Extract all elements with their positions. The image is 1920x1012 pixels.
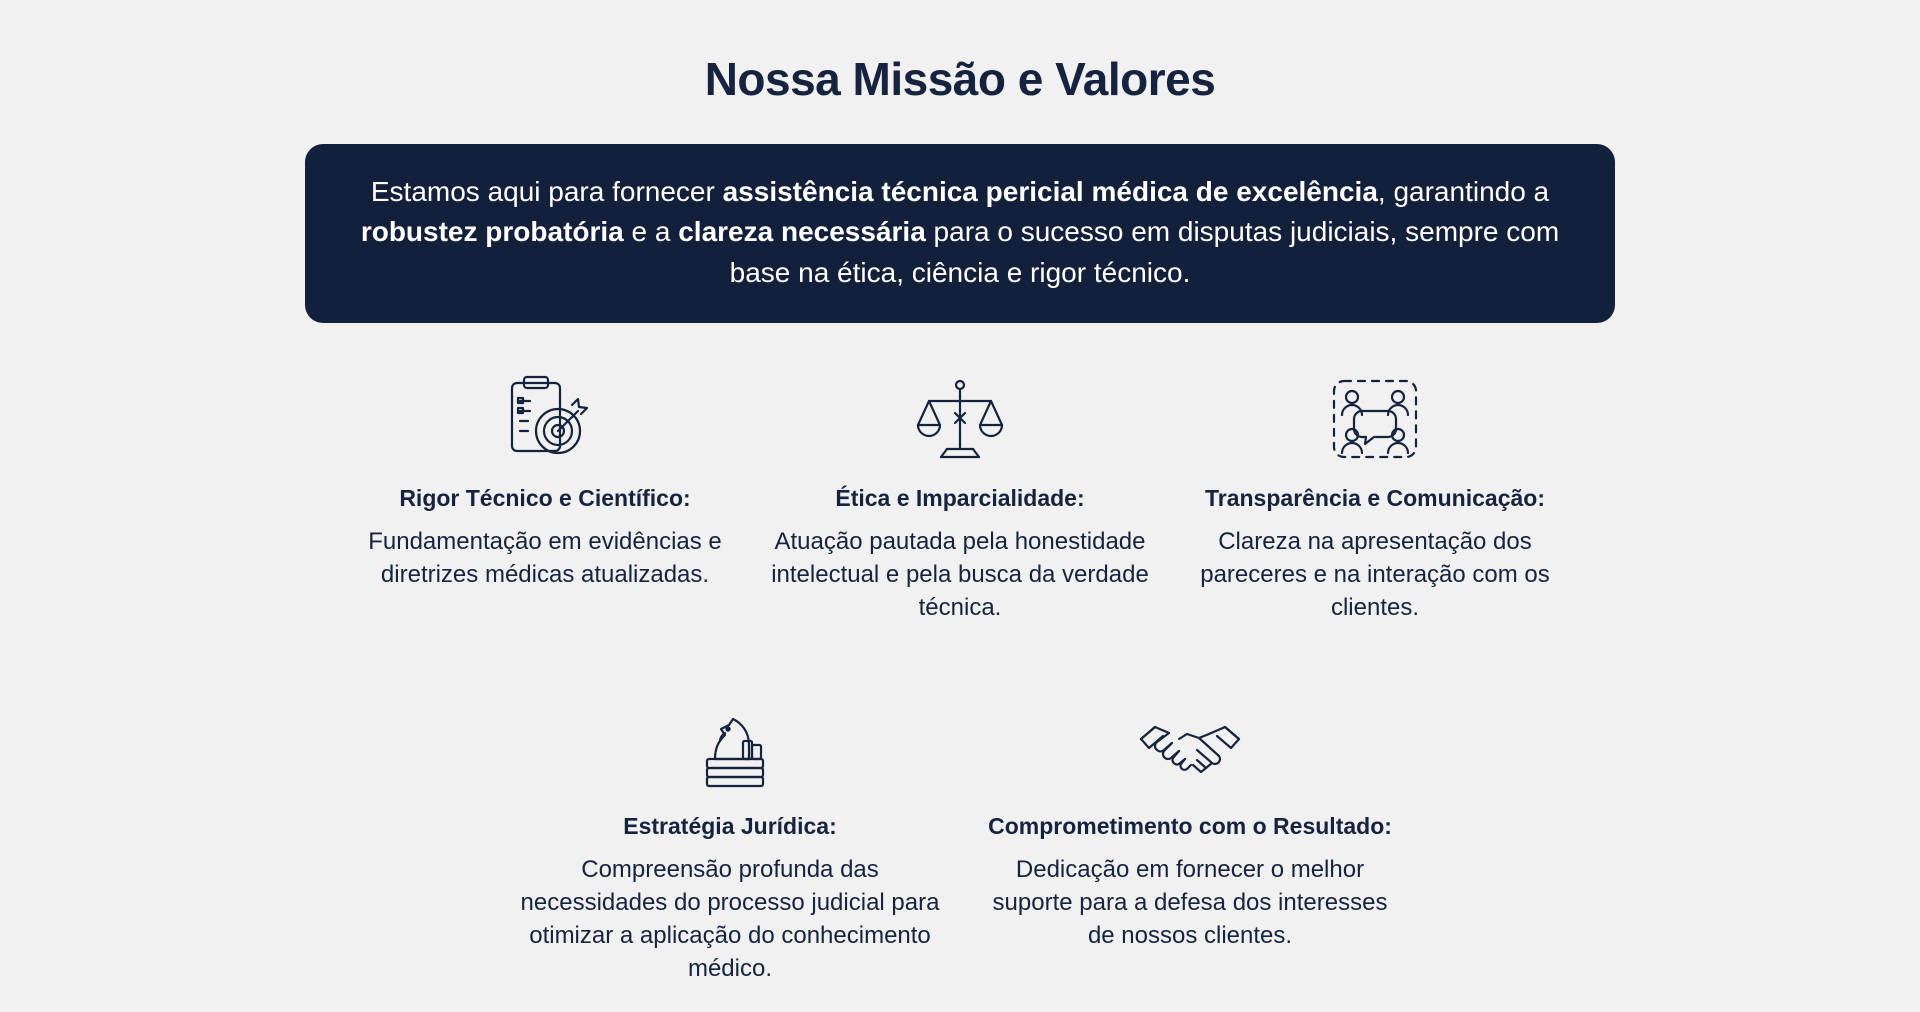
balance-scale-icon <box>769 375 1152 471</box>
page-title: Nossa Missão e Valores <box>704 52 1216 105</box>
mission-statement-text: Estamos aqui para fornecer assistência técnica pericial médica de excelência, garantindo a robustez probatória e a clareza necessária para o sucesso em disputas judiciais, sempre com base na ética, ciência e rigor técnico. <box>360 175 1560 288</box>
value-card-estrategia-juridica <box>500 703 960 986</box>
value-description: Compreensão profunda das necessidades do processo judicial para otimizar a aplicação do conhecimento médico. <box>520 856 940 982</box>
value-description: Atuação pautada pela honestidade intelectual e pela busca da verdade técnica. <box>771 528 1149 622</box>
mission-statement-card <box>305 144 1615 324</box>
value-heading: Transparência e Comunicação: <box>1204 485 1545 512</box>
slide-root <box>0 31 1920 996</box>
value-description: Fundamentação em evidências e diretrizes médicas atualizadas. <box>368 528 722 589</box>
value-card-rigor-tecnico <box>338 375 753 625</box>
values-row-two <box>210 703 1710 1012</box>
value-description: Dedicação em fornecer o melhor suporte para a defesa dos interesses de nossos clientes. <box>992 856 1388 949</box>
value-heading: Ética e Imparcialidade: <box>835 485 1085 512</box>
value-description: Clareza na apresentação dos pareceres e na interação com os clientes. <box>1200 528 1550 622</box>
value-heading: Estratégia Jurídica: <box>623 813 837 840</box>
value-card-etica-imparcialidade <box>753 375 1168 625</box>
value-heading: Rigor Técnico e Científico: <box>399 485 691 512</box>
values-row-one <box>210 375 1710 651</box>
chess-knight-books-icon <box>516 703 944 799</box>
value-heading: Comprometimento com o Resultado: <box>988 813 1392 840</box>
handshake-icon <box>976 703 1404 799</box>
people-chat-icon <box>1184 375 1567 471</box>
clipboard-target-icon <box>354 375 737 471</box>
value-card-transparencia-comunicacao <box>1168 375 1583 625</box>
value-card-comprometimento-resultado <box>960 703 1420 986</box>
